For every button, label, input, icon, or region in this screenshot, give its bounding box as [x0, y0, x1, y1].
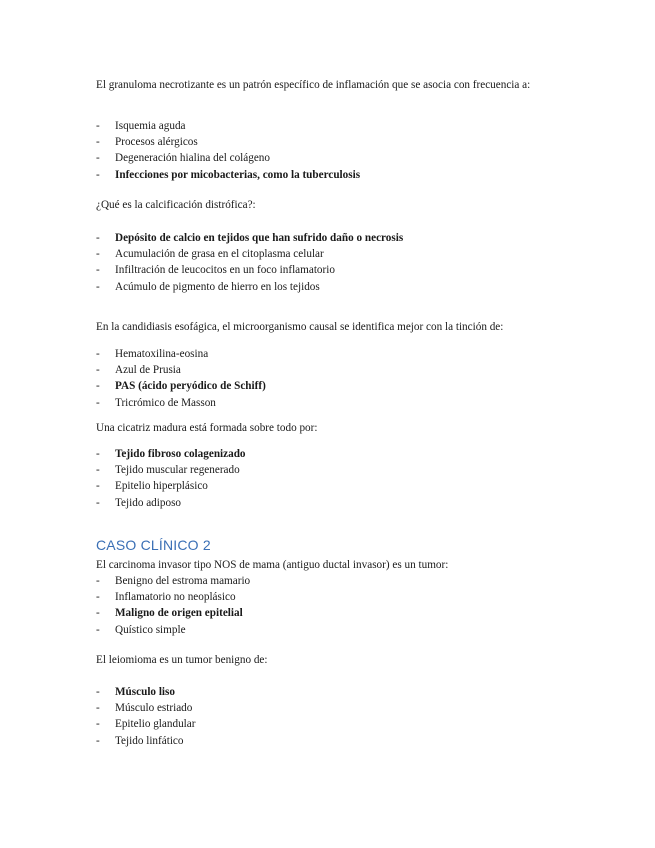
bullet-dash: -: [96, 380, 100, 393]
option-item: [96, 462, 246, 478]
bullet-dash: -: [96, 607, 100, 620]
option-label: Depósito de calcio en tejidos que han sufrido daño o necrosis: [115, 232, 404, 244]
option-item: [96, 118, 360, 134]
bullet-dash: -: [96, 280, 100, 293]
option-label: Tejido muscular regenerado: [115, 464, 240, 477]
option-label: Infiltración de leucocitos en un foco inflamatorio: [115, 264, 335, 277]
option-list: [96, 346, 266, 411]
option-list: [96, 446, 246, 511]
question-text: Una cicatriz madura está formada sobre todo por:: [96, 422, 318, 434]
option-label: Degeneración hialina del colágeno: [115, 152, 270, 165]
option-label: Tejido adiposo: [115, 496, 182, 509]
question-text: ¿Qué es la calcificación distrófica?:: [96, 199, 256, 211]
bullet-dash: -: [96, 364, 100, 377]
option-item: [96, 346, 266, 362]
option-item: [96, 362, 266, 378]
option-label: PAS (ácido peryódico de Schiff): [115, 380, 266, 393]
option-item: [96, 395, 266, 411]
option-label: Maligno de origen epitelial: [115, 607, 243, 620]
option-label: Infecciones por micobacterias, como la tuberculosis: [115, 168, 361, 181]
option-list: [96, 230, 403, 295]
bullet-dash: -: [96, 686, 100, 698]
option-item: [96, 495, 246, 511]
option-item: [96, 716, 195, 732]
option-item: [96, 622, 250, 638]
option-label: Azul de Prusia: [115, 364, 181, 377]
bullet-dash: -: [96, 496, 100, 509]
question-text: En la candidiasis esofágica, el microorganismo causal se identifica mejor con la tinción de:: [96, 321, 504, 333]
option-item: [96, 150, 360, 166]
option-item: [96, 262, 403, 278]
question-text: El carcinoma invasor tipo NOS de mama (antiguo ductal invasor) es un tumor:: [96, 559, 449, 571]
option-item: [96, 134, 360, 150]
question-text: El granuloma necrotizante es un patrón específico de inflamación que se asocia con frecuencia a:: [96, 79, 531, 91]
bullet-dash: -: [96, 264, 100, 277]
option-label: Acúmulo de pigmento de hierro en los tejidos: [115, 280, 320, 293]
option-label: Isquemia aguda: [115, 120, 186, 132]
bullet-dash: -: [96, 702, 100, 715]
option-label: Epitelio glandular: [115, 718, 196, 731]
option-item: [96, 700, 195, 716]
option-label: Músculo estriado: [115, 702, 193, 715]
option-label: Tejido linfático: [115, 734, 184, 747]
option-item-correct: [96, 605, 250, 621]
option-label: Epitelio hiperplásico: [115, 480, 208, 493]
bullet-dash: -: [96, 591, 100, 604]
bullet-dash: -: [96, 348, 100, 360]
bullet-dash: -: [96, 575, 100, 587]
option-label: Tricrómico de Masson: [115, 396, 216, 409]
option-list: [96, 684, 195, 749]
option-item: [96, 279, 403, 295]
option-item: [96, 246, 403, 262]
bullet-dash: -: [96, 136, 100, 149]
option-label: Benigno del estroma mamario: [115, 575, 251, 587]
section-heading: CASO CLÍNICO 2: [96, 537, 211, 553]
option-list: [96, 573, 250, 638]
option-item: [96, 573, 250, 589]
bullet-dash: -: [96, 248, 100, 261]
bullet-dash: -: [96, 623, 100, 636]
bullet-dash: -: [96, 120, 100, 132]
option-item: [96, 478, 246, 494]
option-item: [96, 589, 250, 605]
option-item-correct: [96, 230, 403, 246]
option-label: Inflamatorio no neoplásico: [115, 591, 236, 604]
option-item-correct: [96, 446, 246, 462]
option-item-correct: [96, 684, 195, 700]
bullet-dash: -: [96, 448, 100, 460]
bullet-dash: -: [96, 718, 100, 731]
bullet-dash: -: [96, 734, 100, 747]
option-label: Hematoxilina-eosina: [115, 348, 209, 360]
option-label: Acumulación de grasa en el citoplasma celular: [115, 248, 324, 261]
option-label: Procesos alérgicos: [115, 136, 198, 149]
option-label: Músculo liso: [115, 686, 175, 698]
option-item-correct: [96, 167, 360, 183]
bullet-dash: -: [96, 232, 100, 244]
bullet-dash: -: [96, 480, 100, 493]
option-label: Quístico simple: [115, 623, 186, 636]
bullet-dash: -: [96, 152, 100, 165]
option-list: [96, 118, 360, 183]
question-text: El leiomioma es un tumor benigno de:: [96, 654, 268, 666]
option-label: Tejido fibroso colagenizado: [115, 448, 246, 460]
option-item-correct: [96, 378, 266, 394]
option-item: [96, 733, 195, 749]
bullet-dash: -: [96, 396, 100, 409]
bullet-dash: -: [96, 168, 100, 181]
bullet-dash: -: [96, 464, 100, 477]
